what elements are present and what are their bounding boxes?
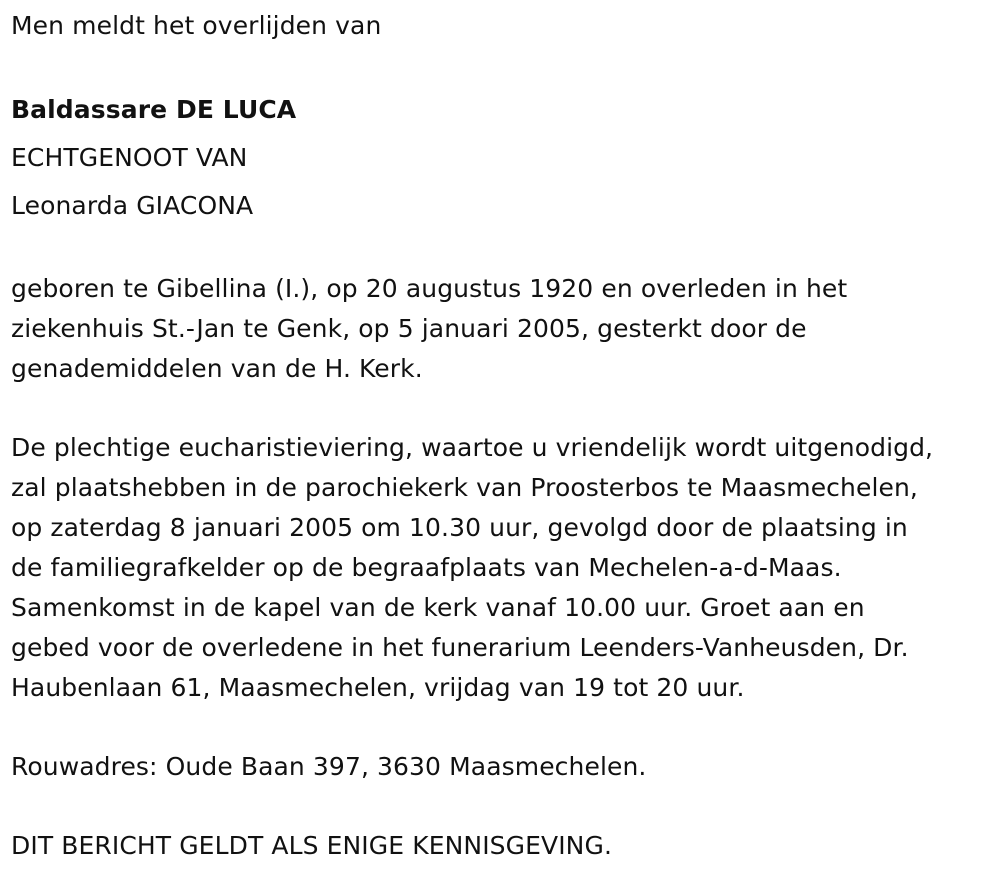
paragraph-line: de familiegrafkelder op de begraafplaats van Mechelen-a-d-Maas. xyxy=(11,553,842,582)
closing-statement: DIT BERICHT GELDT ALS ENIGE KENNISGEVING. xyxy=(11,831,612,860)
deceased-name: Baldassare DE LUCA xyxy=(11,95,297,124)
relation-label: ECHTGENOOT VAN xyxy=(11,143,248,172)
paragraph-line: op zaterdag 8 januari 2005 om 10.30 uur, gevolgd door de plaatsing in xyxy=(11,513,908,542)
paragraph-line: zal plaatshebben in de parochiekerk van Proosterbos te Maasmechelen, xyxy=(11,473,918,502)
mourning-address: Rouwadres: Oude Baan 397, 3630 Maasmechelen. xyxy=(11,752,647,781)
paragraph-line: De plechtige eucharistieviering, waartoe u vriendelijk wordt uitgenodigd, xyxy=(11,433,934,462)
spouse-name: Leonarda GIACONA xyxy=(11,191,254,220)
paragraph-line: Haubenlaan 61, Maasmechelen, vrijdag van 19 tot 20 uur. xyxy=(11,673,745,702)
paragraph-line: Samenkomst in de kapel van de kerk vanaf 10.00 uur. Groet aan en xyxy=(11,593,865,622)
closing-paragraph xyxy=(11,826,996,866)
address-paragraph xyxy=(11,747,996,787)
paragraph-line: gebed voor de overledene in het funerarium Leenders-Vanheusden, Dr. xyxy=(11,633,909,662)
name-block xyxy=(11,86,996,230)
paragraph-line: genademiddelen van de H. Kerk. xyxy=(11,354,423,383)
paragraph-line: geboren te Gibellina (I.), op 20 augustus 1920 en overleden in het xyxy=(11,274,848,303)
death-notice xyxy=(11,6,996,866)
paragraph-line: ziekenhuis St.-Jan te Genk, op 5 januari 2005, gesterkt door de xyxy=(11,314,807,343)
ceremony-paragraph xyxy=(11,428,996,708)
birth-death-paragraph xyxy=(11,269,996,389)
notice-intro: Men meldt het overlijden van xyxy=(11,11,382,40)
